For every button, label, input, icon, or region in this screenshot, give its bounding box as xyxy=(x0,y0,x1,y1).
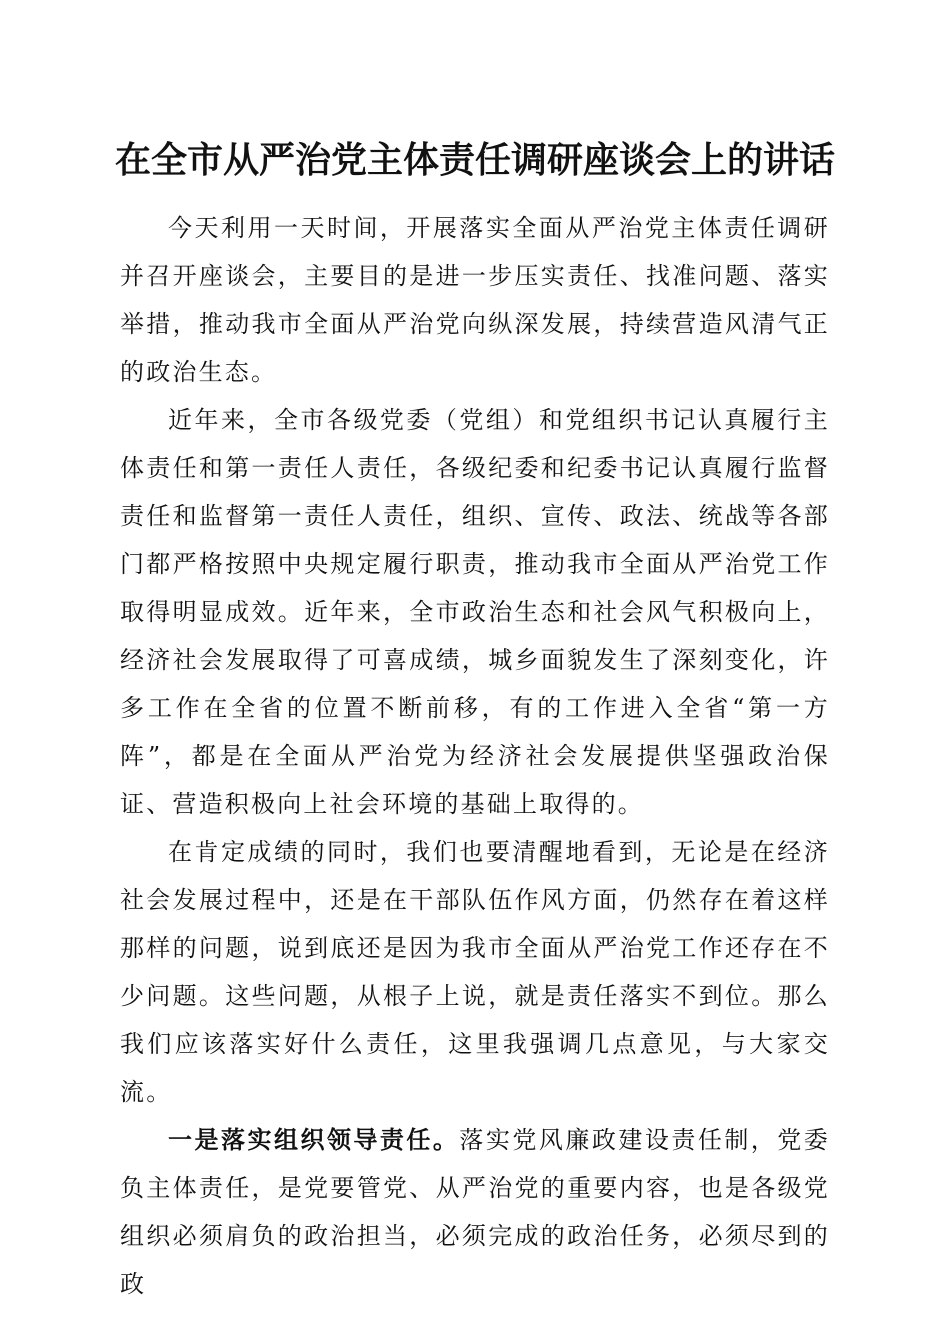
document-title: 在全市从严治党主体责任调研座谈会上的讲话 xyxy=(114,139,835,181)
paragraph-problems xyxy=(120,828,830,1116)
paragraph-text: 今天利用一天时间，开展落实全面从严治党主体责任调研并召开座谈会，主要目的是进一步压实责任、找准问题、落实举措，推动我市全面从严治党向纵深发展，持续营造风清气正的政治生态。 xyxy=(120,214,830,386)
paragraph-text: 近年来，全市各级党委（党组）和党组织书记认真履行主体责任和第一责任人责任，各级纪委和纪委书记认真履行监督责任和监督第一责任人责任，组织、宣传、政法、统战等各部门都严格按照中央规定履行职责，推动我市全面从严治党工作取得明显成效。近年来，全市政治生态和社会风气积极向上，经济社会发展取得了可喜成绩，城乡面貌发生了深刻变化，许多工作在全省的位置不断前移，有的工作进入全省“第一方阵”，都是在全面从严治党为经济社会发展提供坚强政治保证、营造积极向上社会环境的基础上取得的。 xyxy=(120,406,830,818)
paragraph-text: 在肯定成绩的同时，我们也要清醒地看到，无论是在经济社会发展过程中，还是在干部队伍作风方面，仍然存在着这样那样的问题，说到底还是因为我市全面从严治党工作还存在不少问题。这些问题，从根子上说，就是责任落实不到位。那么我们应该落实好什么责任，这里我强调几点意见，与大家交流。 xyxy=(120,838,830,1106)
paragraph-point-one xyxy=(120,1116,830,1308)
paragraph-intro xyxy=(120,204,830,396)
paragraph-achievements xyxy=(120,396,830,828)
paragraph-lead-bold: 一是落实组织领导责任。 xyxy=(168,1125,460,1154)
paragraph-text: 落实党风廉政建设责任制，党委负主体责任，是党要管党、从严治党的重要内容，也是各级党组织必须肩负的政治担当，必须完成的政治任务，必须尽到的政 xyxy=(120,1126,830,1298)
document-body xyxy=(120,204,830,1308)
